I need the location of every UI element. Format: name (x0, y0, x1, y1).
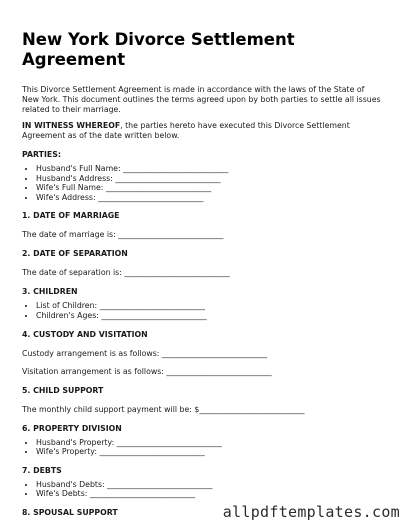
list-item: • List of Children: ___________________________ (36, 301, 382, 311)
section-heading-custody: 4. CUSTODY AND VISITATION (22, 329, 148, 339)
section-heading-property: 6. PROPERTY DIVISION (22, 423, 122, 433)
marriage-date-line: The date of marriage is: ___________________________ (22, 230, 224, 240)
section-heading-separation: 2. DATE OF SEPARATION (22, 249, 128, 259)
list-item: • Children's Ages: ___________________________ (36, 311, 382, 321)
witness-text: , the parties hereto have executed this Divorce Settlement Agreement as of the date written below. (22, 121, 350, 140)
section-heading-debts: 7. DEBTS (22, 465, 62, 475)
custody-line: Custody arrangement is as follows: ___________________________ (22, 348, 268, 358)
witness-bold: IN WITNESS WHEREOF (22, 121, 121, 130)
section-heading-spousal-support: 8. SPOUSAL SUPPORT (22, 507, 118, 517)
separation-date-line: The date of separation is: ___________________________ (22, 268, 230, 278)
section-heading-child-support: 5. CHILD SUPPORT (22, 385, 104, 395)
list-item: • Husband's Full Name: ___________________________ (36, 164, 382, 174)
debts-list (22, 480, 382, 499)
document-body (22, 30, 382, 517)
list-item: • Wife's Address: ___________________________ (36, 193, 382, 203)
list-item: • Wife's Debts: ___________________________ (36, 489, 382, 499)
intro-paragraph: This Divorce Settlement Agreement is made in accordance with the laws of the State of New York. This document outlines the terms agreed upon by both parties to settle all issues related to their marriage. (22, 85, 381, 114)
parties-heading: PARTIES: (22, 150, 61, 159)
list-item: • Husband's Property: ___________________________ (36, 438, 382, 448)
title-line-1: New York Divorce Settlement (22, 30, 295, 49)
watermark: allpdftemplates.com (222, 503, 400, 521)
visitation-line: Visitation arrangement is as follows: ___________________________ (22, 366, 272, 376)
section-heading-children: 3. CHILDREN (22, 287, 78, 297)
witness-paragraph (22, 121, 382, 141)
property-list (22, 438, 382, 457)
parties-list (22, 164, 382, 202)
list-item: • Wife's Full Name: ___________________________ (36, 183, 382, 193)
title-line-2: Agreement (22, 50, 126, 69)
list-item: • Husband's Debts: ___________________________ (36, 480, 382, 490)
children-list (22, 301, 382, 320)
list-item: • Wife's Property: ___________________________ (36, 447, 382, 457)
document-title (22, 30, 382, 70)
section-heading-marriage: 1. DATE OF MARRIAGE (22, 211, 120, 221)
child-support-line: The monthly child support payment will be: $___________________________ (22, 404, 305, 414)
list-item: • Husband's Address: ___________________________ (36, 174, 382, 184)
